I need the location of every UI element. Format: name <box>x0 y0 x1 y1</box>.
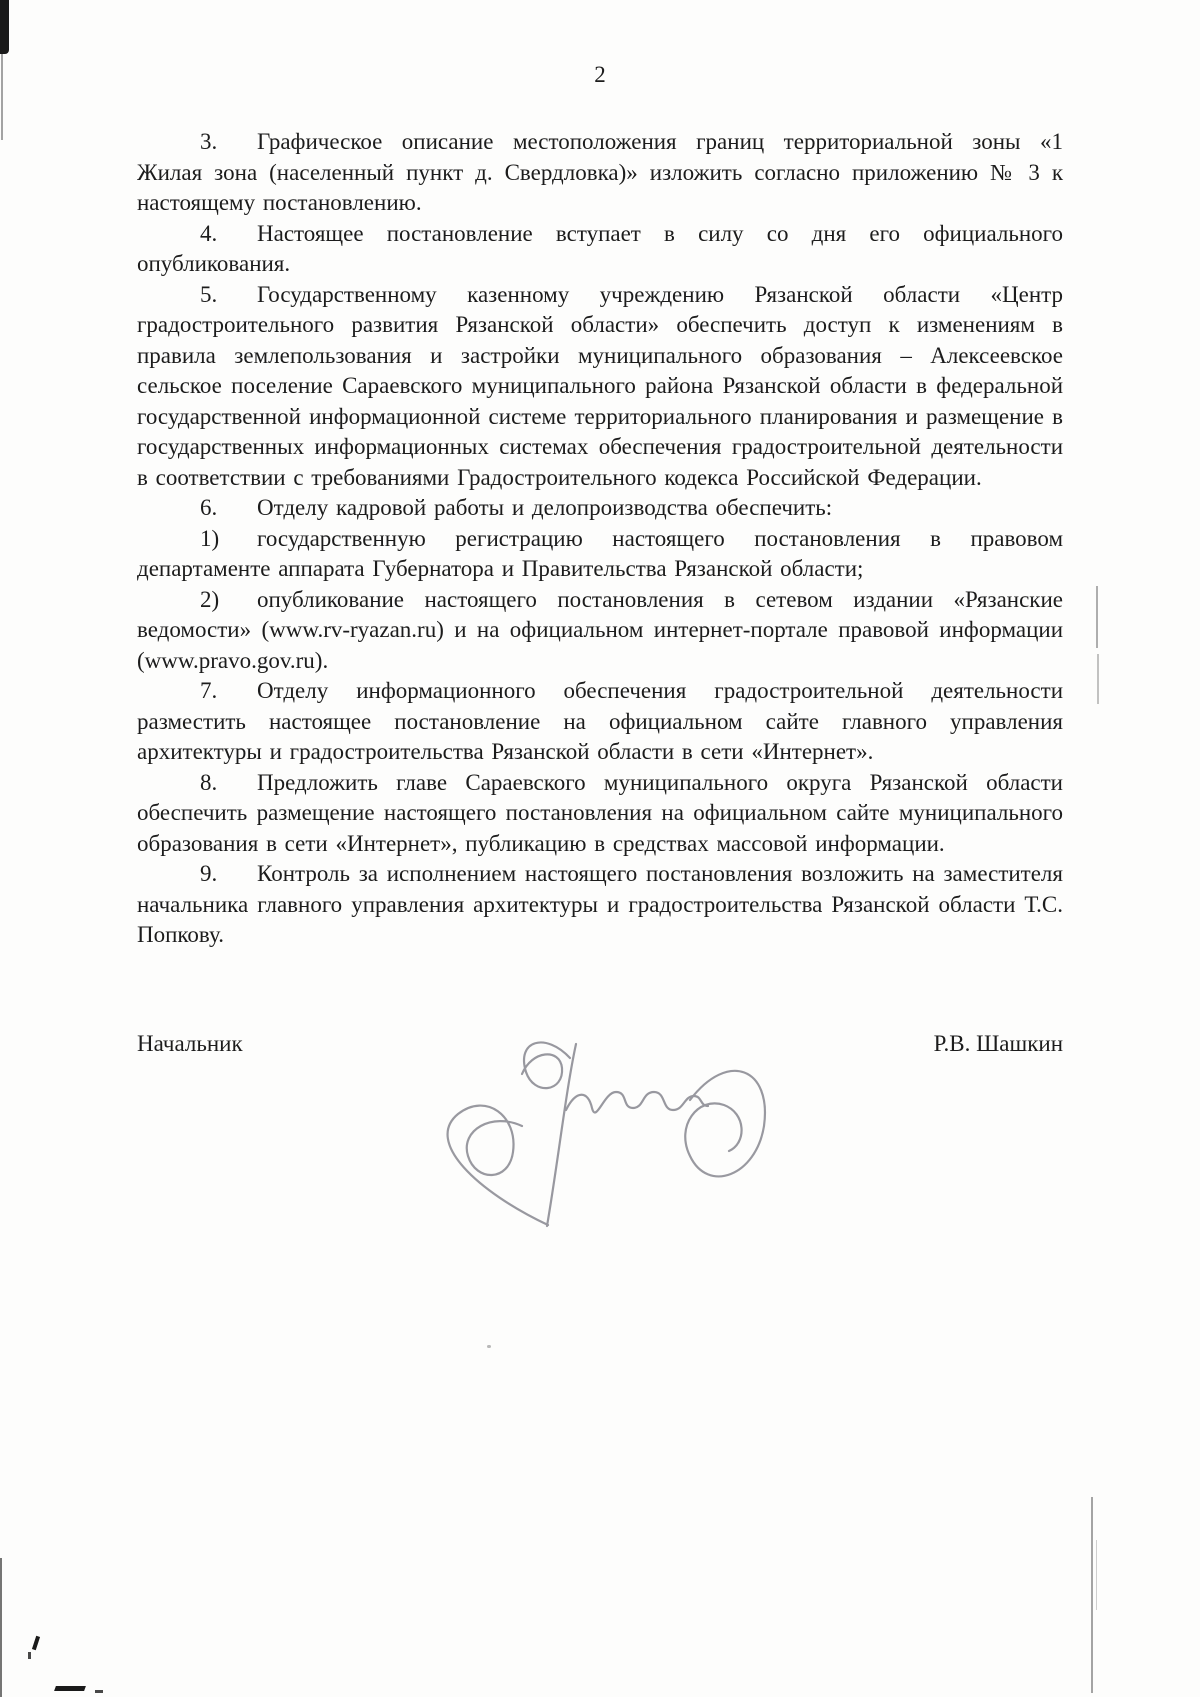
paragraph-5 <box>137 280 1063 494</box>
paragraph-7 <box>137 676 1063 768</box>
paragraph-marker: 2) <box>200 586 220 612</box>
scan-artifact-bottom-left-4 <box>95 1690 103 1693</box>
document-content <box>137 60 1063 1059</box>
paragraph-text: Настоящее постановление вступает в силу со дня его официального опубликования. <box>137 220 1063 276</box>
signatory-name: Р.В. Шашкин <box>933 1030 1063 1056</box>
scan-artifact-bottom-left-1 <box>32 1636 40 1651</box>
paragraph-marker: 6. <box>200 495 218 520</box>
paragraph-marker: 9. <box>200 861 218 886</box>
scan-artifact-left-low <box>0 1558 2 1697</box>
paragraph-text: Контроль за исполнением настоящего постановления возложить на заместителя начальника главного управления архитектуры и градостроительства Рязанской области Т.С. Попкову. <box>137 861 1063 947</box>
paragraph-4 <box>137 219 1063 280</box>
paragraph-marker: 4. <box>200 220 218 246</box>
paragraph-text: Предложить главе Сараевского муниципального округа Рязанской области обеспечить размещение настоящего постановления на официальном сайте муниципального образования в сети «Интернет», публикацию в средствах массовой информации. <box>137 769 1063 856</box>
paragraph-marker: 7. <box>200 678 218 703</box>
scan-artifact-speck <box>487 1345 491 1348</box>
paragraph-text: государственную регистрацию настоящего постановления в правовом департаменте аппарата Губернатора и Правительства Рязанской области; <box>137 525 1063 581</box>
scan-artifact-bottom-left-3 <box>54 1686 86 1691</box>
scan-artifact-top-left-2 <box>1 54 3 140</box>
paragraph-6 <box>137 493 1063 524</box>
paragraph-text: опубликование настоящего постановления в сетевом издании «Рязанские ведомости» (www.rv-ryazan.ru) и на официальном интернет-портале правовой информации (www.pravo.gov.ru). <box>137 586 1063 673</box>
paragraph-text: Государственному казенному учреждению Рязанской области «Центр градостроительного развития Рязанской области» обеспечить доступ к изменениям в правила землепользования и застройки муниципального образования – Алексеевское сельское поселение Сараевского муниципального района Рязанской области в федеральной государственной информационной системе территориального планирования и размещение в государственных информационных системах обеспечения градостроительной деятельности в соответствии с требованиями Градостроительного кодекса Российской Федерации. <box>137 281 1063 490</box>
paragraph-text: Отделу кадровой работы и делопроизводства обеспечить: <box>257 495 833 520</box>
scan-artifact-bottom-left-2 <box>28 1652 31 1659</box>
page-number: 2 <box>594 62 606 87</box>
paragraph-6-item-2 <box>137 585 1063 677</box>
paragraph-9 <box>137 859 1063 951</box>
paragraph-8 <box>137 768 1063 860</box>
position-label: Начальник <box>137 1030 243 1056</box>
paragraph-text: Отделу информационного обеспечения градостроительной деятельности разместить настоящее постановление на официальном сайте главного управления архитектуры и градостроительства Рязанской области в сети «Интернет». <box>137 678 1063 764</box>
signature-block <box>137 1029 1063 1059</box>
paragraph-6-item-1 <box>137 524 1063 585</box>
scan-artifact-right-mid <box>1096 586 1098 648</box>
paragraph-3 <box>137 127 1063 219</box>
signature <box>408 1030 788 1235</box>
paragraph-marker: 1) <box>200 525 220 551</box>
scan-artifact-right-low <box>1091 1497 1093 1693</box>
paragraph-marker: 5. <box>200 281 218 307</box>
scan-artifact-right-mid-2 <box>1097 654 1099 704</box>
paragraph-marker: 8. <box>200 769 218 795</box>
scan-artifact-right-low-2 <box>1096 1540 1097 1610</box>
paragraph-marker: 3. <box>200 129 218 154</box>
paragraph-text: Графическое описание местоположения границ территориальной зоны «1 Жилая зона (населенный пункт д. Свердловка)» изложить согласно приложению № 3 к настоящему постановлению. <box>137 129 1063 215</box>
scan-artifact-top-left <box>0 0 9 54</box>
